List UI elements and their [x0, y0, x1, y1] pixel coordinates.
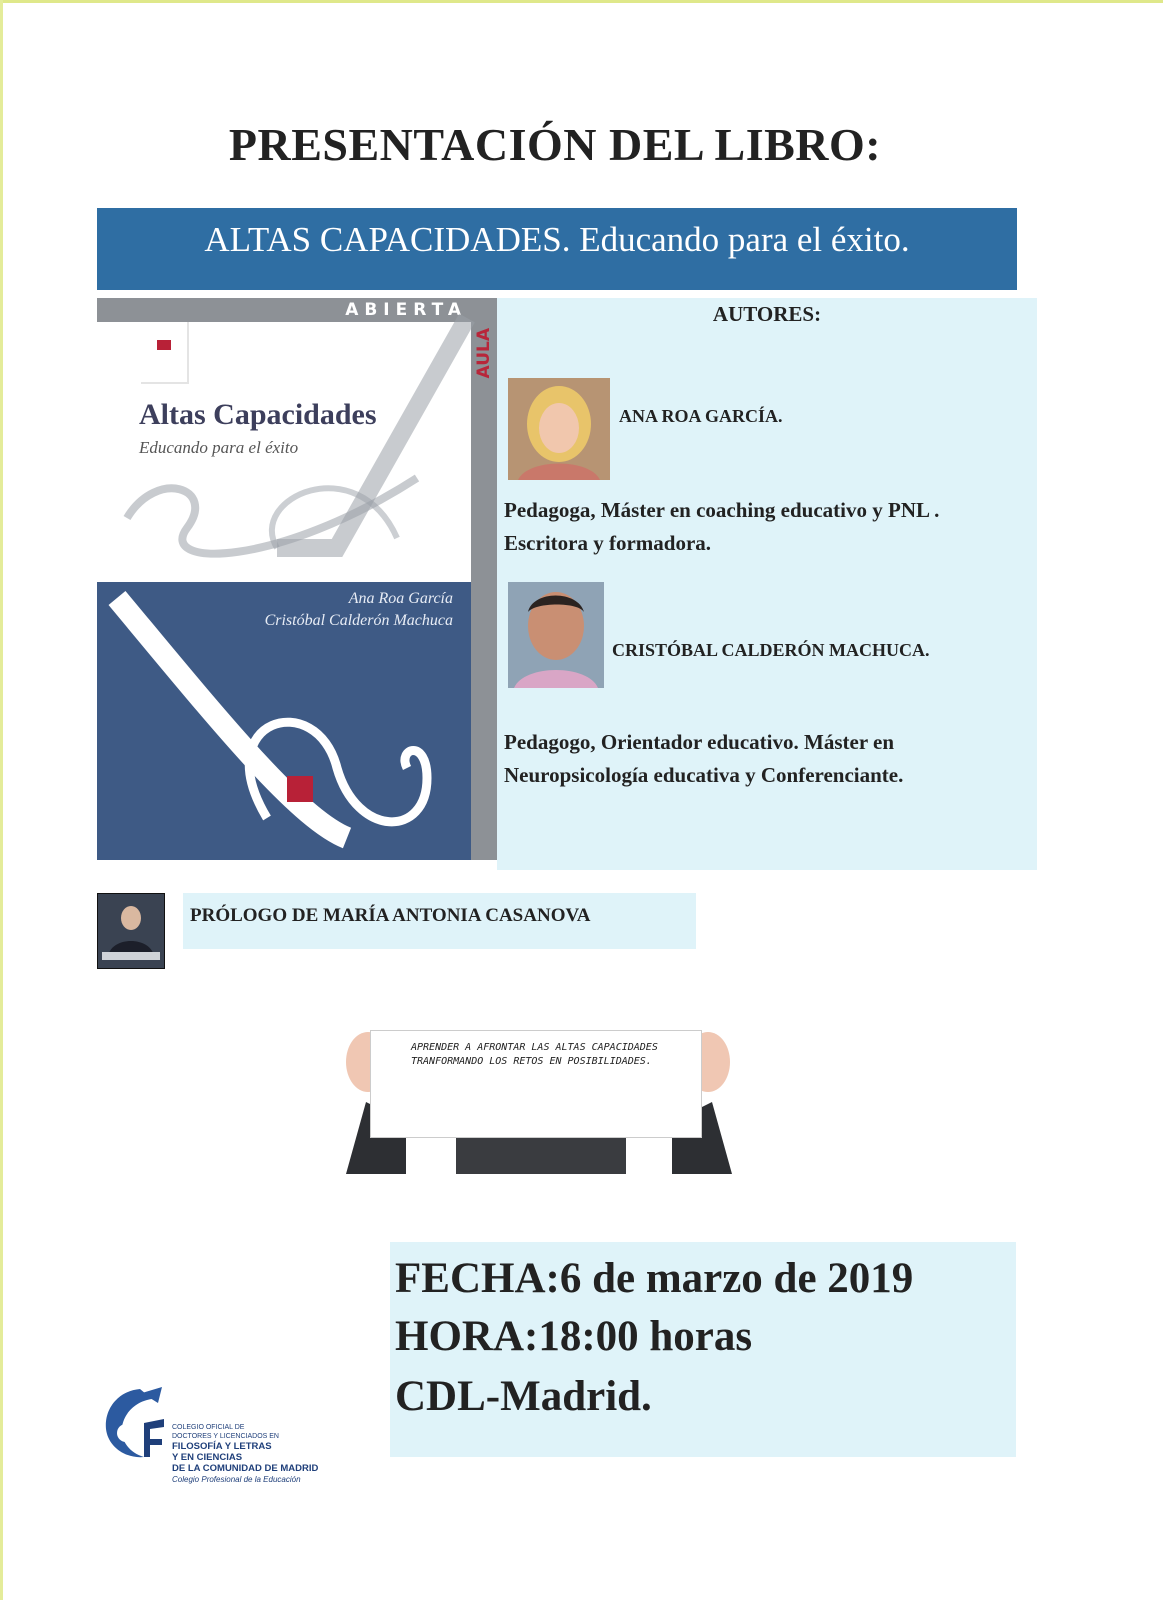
sign-board: [370, 1030, 702, 1138]
portrait-icon: [98, 894, 164, 968]
event-date: FECHA:6 de marzo de 2019: [395, 1255, 914, 1302]
institution-logo-icon: [100, 1383, 168, 1463]
cover-collection-top: ABIERTA: [345, 300, 467, 320]
institution-line: DE LA COMUNIDAD DE MADRID: [172, 1463, 319, 1474]
cover-subtitle: Educando para el éxito: [139, 438, 299, 457]
institution-line: COLEGIO OFICIAL DE: [172, 1424, 245, 1431]
cover-title: Altas Capacidades: [139, 398, 377, 431]
author-bio: Pedagogo, Orientador educativo. Máster en Neuropsicología educativa y Conferenciante.: [504, 730, 904, 787]
author-photo-cristobal: [508, 582, 604, 688]
institution-line: DOCTORES Y LICENCIADOS EN: [172, 1433, 279, 1440]
decorative-letter-a-icon: [97, 298, 497, 860]
author-photo-ana: [508, 378, 610, 480]
author-name: CRISTÓBAL CALDERÓN MACHUCA.: [612, 640, 930, 660]
prologue-text: PRÓLOGO DE MARÍA ANTONIA CASANOVA: [190, 905, 591, 926]
institution-line: Y EN CIENCIAS: [172, 1452, 243, 1463]
book-cover: [97, 298, 497, 860]
book-title-banner: ALTAS CAPACIDADES. Educando para el éxito.: [97, 208, 1017, 290]
prologue-author-photo: [97, 893, 165, 969]
event-time: HORA:18:00 horas: [395, 1313, 753, 1360]
institution-line: Colegio Profesional de la Educación: [172, 1475, 301, 1484]
page-edge-left: [0, 0, 3, 1600]
author-bio: Pedagoga, Máster en coaching educativo y PNL . Escritora y formadora.: [504, 498, 940, 555]
event-place: CDL-Madrid.: [395, 1373, 652, 1420]
authors-heading: AUTORES:: [712, 302, 822, 326]
authors-panel: [497, 298, 1037, 870]
institution-line: FILOSOFÍA Y LETRAS: [172, 1441, 272, 1452]
page-title: PRESENTACIÓN DEL LIBRO:: [228, 119, 882, 170]
cover-author: Ana Roa García: [348, 590, 453, 607]
cover-collection-side-text: AULA: [474, 328, 494, 379]
prologue-box: [183, 893, 696, 949]
sign-text: APRENDER A AFRONTAR LAS ALTAS CAPACIDADES TRANFORMANDO LOS RETOS EN POSIBILIDADES.: [411, 1042, 658, 1067]
page-edge-top: [0, 0, 1163, 3]
institution-logo-text: [172, 1423, 318, 1485]
author-name: ANA ROA GARCÍA.: [619, 406, 783, 426]
sign-illustration: [346, 1022, 732, 1174]
portrait-icon: [508, 582, 604, 688]
portrait-icon: [508, 378, 610, 480]
event-details-box: [390, 1242, 1016, 1457]
cover-author: Cristóbal Calderón Machuca: [264, 612, 453, 629]
